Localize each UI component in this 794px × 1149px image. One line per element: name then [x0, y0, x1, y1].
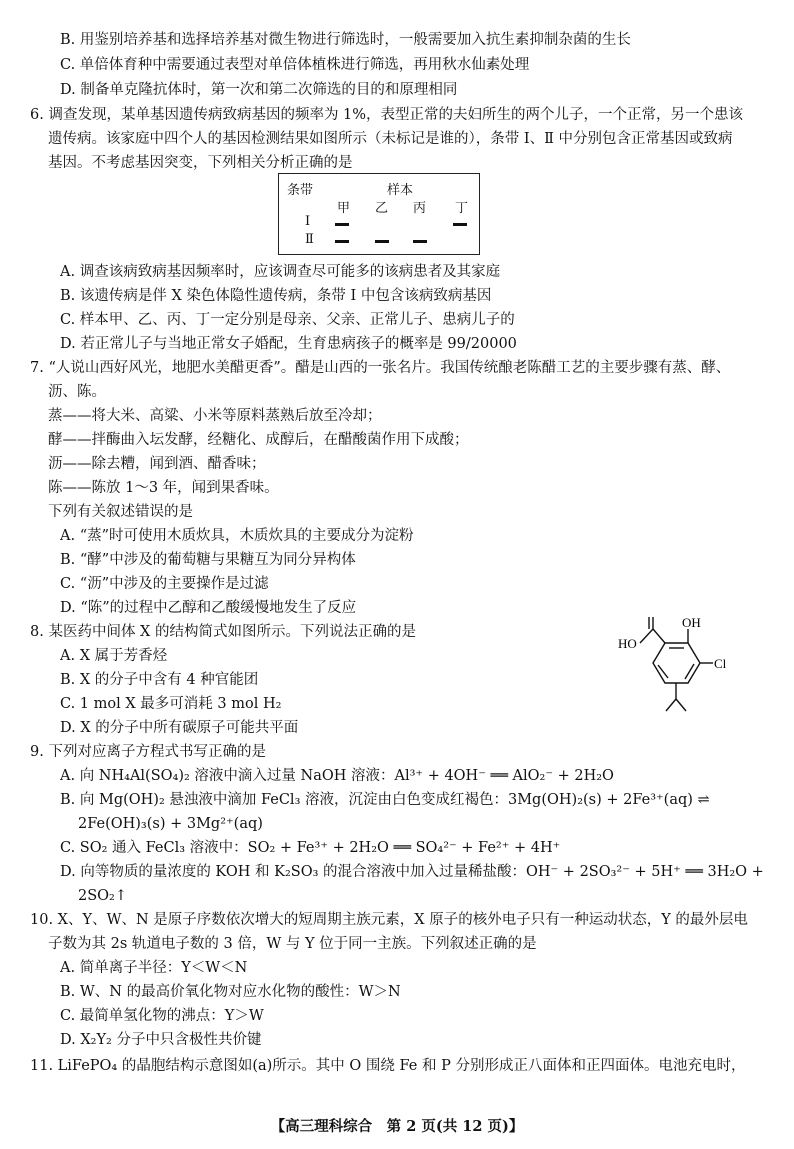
q7-option-d: D. “陈”的过程中乙醇和乙酸缓慢地发生了反应: [60, 600, 357, 616]
q5-option-b: B. 用鉴别培养基和选择培养基对微生物进行筛选时，一般需要加入抗生素抑制杂菌的生长: [60, 32, 631, 48]
q5-option-d: D. 制备单克隆抗体时，第一次和第二次筛选的目的和原理相同: [60, 82, 458, 98]
q7-option-c: C. “沥”中涉及的主要操作是过滤: [60, 576, 269, 592]
q7-question: 下列有关叙述错误的是: [48, 504, 193, 520]
q10-option-c: C. 最简单氢化物的沸点：Y＞W: [60, 1008, 264, 1024]
gel-header-sample: 样本: [387, 183, 414, 198]
gel-band-row2-jia: [335, 240, 349, 243]
q6-stem-line1: 6. 调查发现，某单基因遗传病致病基因的频率为 1%，表型正常的夫妇所生的两个儿子，一个正常，另一个患该: [30, 107, 744, 123]
molecule-label-ho: HO: [618, 636, 637, 651]
q5-option-c: C. 单倍体育种中需要通过表型对单倍体植株进行筛选，再用秋水仙素处理: [60, 57, 530, 73]
q9-option-d-line1: D. 向等物质的量浓度的 KOH 和 K₂SO₃ 的混合溶液中加入过量稀盐酸：OH⁻ + 2SO₃²⁻ + 5H⁺ ══ 3H₂O +: [60, 864, 764, 880]
q10-stem-line1: 10. X、Y、W、N 是原子序数依次增大的短周期主族元素，X 原子的核外电子只有一种运动状态，Y 的最外层电: [30, 912, 748, 928]
q6-stem-line3: 基因。不考虑基因突变，下列相关分析正确的是: [48, 155, 353, 171]
q9-option-a: A. 向 NH₄Al(SO₄)₂ 溶液中滴入过量 NaOH 溶液：Al³⁺ + 4OH⁻ ══ AlO₂⁻ + 2H₂O: [60, 768, 614, 784]
gel-band-row1-ding: [453, 223, 467, 226]
gel-band-row2-bing: [413, 240, 427, 243]
q10-option-b: B. W、N 的最高价氧化物对应水化物的酸性：W＞N: [60, 984, 401, 1000]
q8-option-b: B. X 的分子中含有 4 种官能团: [60, 672, 259, 688]
q6-option-c: C. 样本甲、乙、丙、丁一定分别是母亲、父亲、正常儿子、患病儿子的: [60, 312, 515, 328]
q7-step-ferment: 酵——拌酶曲入坛发酵，经糖化、成醇后，在醋酸菌作用下成酸；: [48, 432, 469, 448]
gel-band-row1-jia: [335, 223, 349, 226]
gel-band-row2-yi: [375, 240, 389, 243]
q9-option-b-line2: 2Fe(OH)₃(s) + 3Mg²⁺(aq): [78, 816, 263, 832]
molecule-structure-figure: [610, 615, 740, 725]
gel-row-2-label: Ⅱ: [305, 232, 314, 247]
gel-electrophoresis-figure: [278, 173, 480, 255]
q6-stem-line2: 遗传病。该家庭中四个人的基因检测结果如图所示（未标记是谁的），条带 Ⅰ、Ⅱ 中分别包含正常基因或致病: [48, 131, 733, 147]
q7-stem-line2: 沥、陈。: [48, 384, 106, 400]
molecule-label-oh: OH: [682, 615, 701, 630]
q9-option-b-line1: B. 向 Mg(OH)₂ 悬浊液中滴加 FeCl₃ 溶液，沉淀由白色变成红褐色：3Mg(OH)₂(s) + 2Fe³⁺(aq) ⇌: [60, 792, 710, 808]
q10-option-a: A. 简单离子半径：Y＜W＜N: [60, 960, 248, 976]
q8-stem: 8. 某医药中间体 X 的结构简式如图所示。下列说法正确的是: [30, 624, 416, 640]
q7-step-age: 陈——陈放 1～3 年，闻到果香味。: [48, 480, 279, 496]
page-footer: 【高三理科综合 第 2 页(共 12 页)】: [270, 1118, 524, 1135]
q10-stem-line2: 子数为其 2s 轨道电子数的 3 倍，W 与 Y 位于同一主族。下列叙述正确的是: [48, 936, 537, 952]
q9-stem: 9. 下列对应离子方程式书写正确的是: [30, 744, 266, 760]
gel-sample-ding: 丁: [455, 201, 469, 216]
q10-option-d: D. X₂Y₂ 分子中只含极性共价键: [60, 1032, 262, 1048]
q7-stem-line1: 7. “人说山西好风光，地肥水美醋更香”。醋是山西的一张名片。我国传统酿老陈醋工艺的主要步骤有蒸、酵、: [30, 360, 731, 376]
q6-option-d: D. 若正常儿子与当地正常女子婚配，生育患病孩子的概率是 99/20000: [60, 336, 517, 352]
gel-sample-yi: 乙: [375, 201, 389, 216]
q8-option-a: A. X 属于芳香烃: [60, 648, 168, 664]
q11-stem-line1: 11. LiFePO₄ 的晶胞结构示意图如(a)所示。其中 O 围绕 Fe 和 P 分别形成正八面体和正四面体。电池充电时，: [30, 1058, 746, 1074]
gel-sample-jia: 甲: [337, 201, 351, 216]
q8-option-c: C. 1 mol X 最多可消耗 3 mol H₂: [60, 696, 282, 712]
q7-option-b: B. “酵”中涉及的葡萄糖与果糖互为同分异构体: [60, 552, 356, 568]
q7-step-steam: 蒸——将大米、高粱、小米等原料蒸熟后放至冷却；: [48, 408, 382, 424]
q8-option-d: D. X 的分子中所有碳原子可能共平面: [60, 720, 299, 736]
gel-header-band: 条带: [287, 183, 314, 198]
q9-option-d-line2: 2SO₂↑: [78, 888, 128, 904]
q9-option-c: C. SO₂ 通入 FeCl₃ 溶液中：SO₂ + Fe³⁺ + 2H₂O ══ SO₄²⁻ + Fe²⁺ + 4H⁺: [60, 840, 561, 856]
gel-row-1-label: Ⅰ: [305, 214, 311, 229]
molecule-label-cl: Cl: [714, 656, 727, 671]
q7-option-a: A. “蒸”时可使用木质炊具，木质炊具的主要成分为淀粉: [60, 528, 414, 544]
q7-step-drain: 沥——除去糟，闻到酒、醋香味；: [48, 456, 266, 472]
gel-sample-bing: 丙: [413, 201, 427, 216]
q6-option-b: B. 该遗传病是伴 X 染色体隐性遗传病，条带 Ⅰ 中包含该病致病基因: [60, 288, 492, 304]
q6-option-a: A. 调查该病致病基因频率时，应该调查尽可能多的该病患者及其家庭: [60, 264, 501, 280]
